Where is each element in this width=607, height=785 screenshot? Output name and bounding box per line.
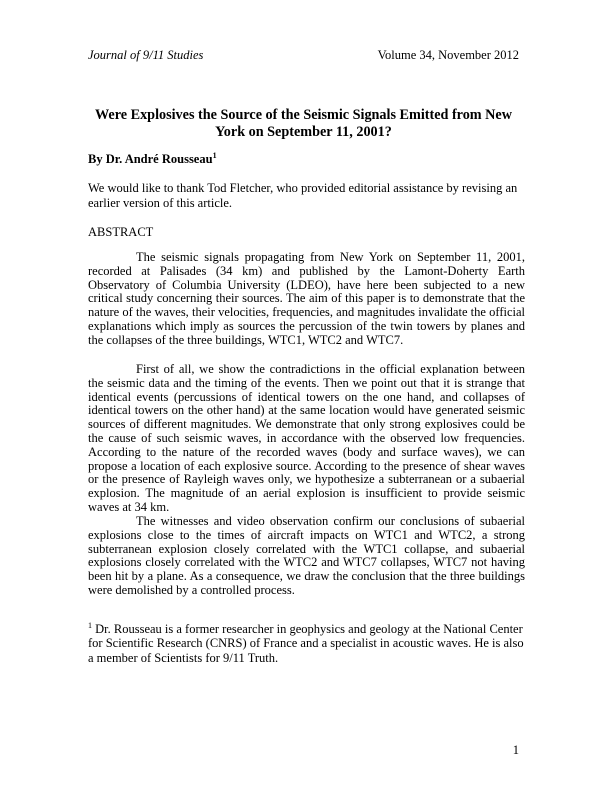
page-number: 1	[512, 743, 519, 757]
author-footnote-mark: 1	[212, 150, 217, 160]
author-name: By Dr. André Rousseau	[88, 152, 213, 166]
abstract-heading: ABSTRACT	[88, 225, 154, 239]
volume-issue: Volume 34, November 2012	[377, 48, 519, 62]
footnote-mark: 1	[88, 620, 92, 630]
footnote-text: Dr. Rousseau is a former researcher in geophysics and geology at the National Center for Scientific Research (CNRS) of France and a specialist in acoustic waves. He is also a member of Scientists for 9/11 Truth.	[88, 622, 524, 665]
abstract-paragraph: The seismic signals propagating from New York on September 11, 2001, recorded at Palisades (34 km) and published by the Lamont-Doherty Earth Observatory of Columbia University (LDEO), have here been subjected to a new critical study concerning their sources. The aim of this paper is to demonstrate that the nature of the waves, their velocities, frequencies, and magnitudes invalidate the official explanations which imply as sources the percussion of the twin towers by planes and the collapses of the three buildings, WTC1, WTC2 and WTC7.	[88, 250, 525, 347]
article-title: Were Explosives the Source of the Seismic Signals Emitted from New York on September 11, 2001?	[95, 107, 512, 140]
author-line	[88, 152, 217, 167]
journal-name: Journal of 9/11 Studies	[88, 48, 204, 62]
abstract-paragraph: The witnesses and video observation confirm our conclusions of subaerial explosions close to the times of aircraft impacts on WTC1 and WTC2, a strong subterranean explosion closely correlated with the WTC1 collapse, and subaerial explosions closely correlated with the WTC2 and WTC7 collapses, WTC7 not having been hit by a plane. As a consequence, we draw the conclusion that the three buildings were demolished by a controlled process.	[88, 514, 525, 597]
acknowledgement: We would like to thank Tod Fletcher, who provided editorial assistance by revising an earlier version of this article.	[88, 181, 518, 210]
footnote	[88, 622, 527, 665]
abstract-paragraph: First of all, we show the contradictions in the official explanation between the seismic data and the timing of the events. Then we point out that it is strange that identical events (percussions of identical towers on the one hand, and collapses of identical towers on the other hand) at the same location would have generated seismic sources of different magnitudes. We demonstrate that only strong explosives could be the cause of such seismic waves, in accordance with the observed low frequencies. According to the nature of the recorded waves (body and surface waves), we can propose a location of each explosive source. According to the presence of shear waves or the presence of Rayleigh waves only, we hypothesize a subterranean or a subaerial explosion. The magnitude of an aerial explosion is insufficient to provide seismic waves at 34 km.	[88, 362, 525, 514]
